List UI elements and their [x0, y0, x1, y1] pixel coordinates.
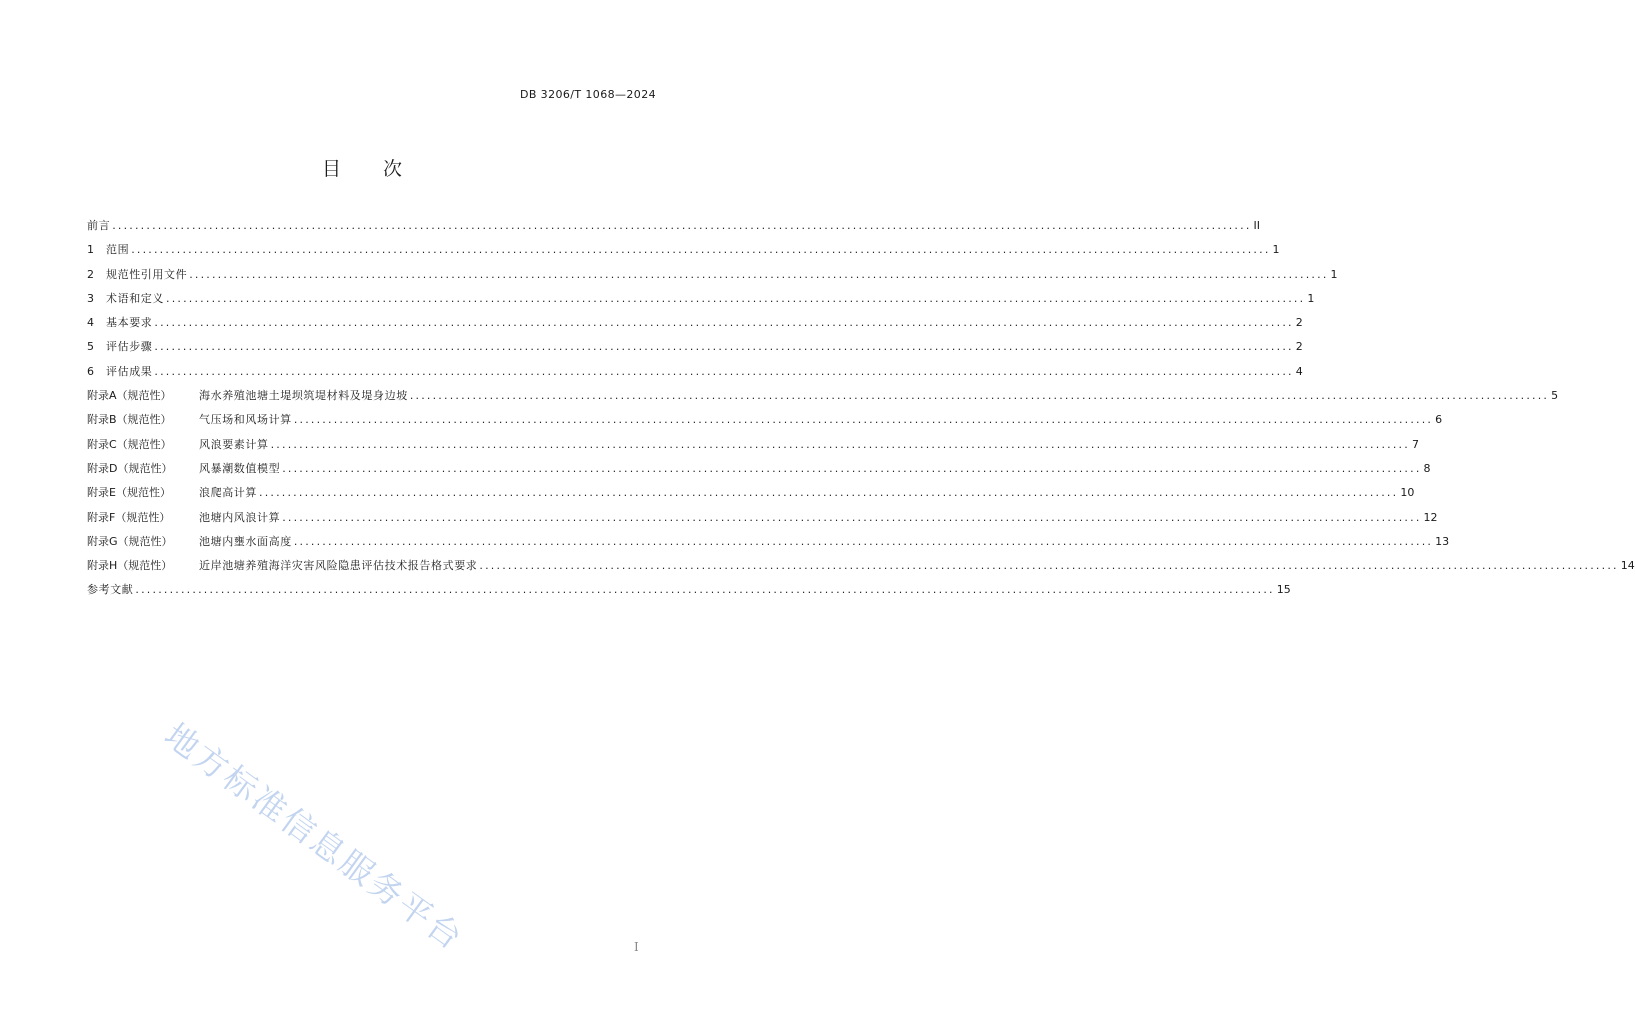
toc-entry-page: 1 [1272, 243, 1280, 257]
toc-dot-leader: ........................................................................................................................................................................................................ [479, 559, 1619, 573]
toc-entry-page: 12 [1423, 510, 1438, 524]
toc-entry-appendix: 附录H（规范性） [87, 559, 173, 573]
toc-dot-leader: ........................................................................................................................................................................................................ [189, 267, 1329, 281]
toc-entry-number: 2 [87, 267, 94, 281]
toc-entry[interactable] [87, 437, 1419, 461]
toc-entry[interactable] [87, 412, 1443, 436]
toc-entry-number: 6 [87, 364, 94, 378]
toc-dot-leader: ........................................................................................................................................................................................................ [293, 413, 1434, 427]
toc-entry-appendix: 附录D（规范性） [87, 461, 173, 475]
toc-dot-leader: ........................................................................................................................................................................................................ [282, 461, 1422, 475]
page-title: 目 次 [321, 158, 421, 180]
toc-entry-label: 风暴潮数值模型 [199, 461, 281, 475]
toc-entry-label: 范围 [106, 243, 130, 257]
toc-entry[interactable] [87, 242, 1280, 266]
toc-entry[interactable] [87, 510, 1438, 534]
toc-dot-leader: ........................................................................................................................................................................................................ [131, 243, 1271, 257]
toc-dot-leader: ........................................................................................................................................................................................................ [259, 486, 1399, 500]
toc-entry[interactable] [87, 364, 1303, 388]
toc-entry[interactable] [87, 267, 1338, 291]
toc-entry-page: 14 [1620, 559, 1635, 573]
toc-dot-leader: ........................................................................................................................................................................................................ [166, 291, 1306, 305]
toc-entry-label: 参考文献 [87, 583, 134, 597]
toc-entry[interactable] [87, 291, 1315, 315]
toc-dot-leader: ........................................................................................................................................................................................................ [154, 340, 1294, 354]
toc-entry-label: 评估成果 [106, 364, 153, 378]
toc-entry-label: 气压场和风场计算 [199, 413, 292, 427]
toc-entry-label: 池塘内壅水面高度 [199, 534, 292, 548]
toc-dot-leader: ........................................................................................................................................................................................................ [135, 583, 1275, 597]
toc-entry[interactable] [87, 534, 1450, 558]
toc-entry-label: 池塘内风浪计算 [199, 510, 281, 524]
toc-entry-label: 规范性引用文件 [106, 267, 188, 281]
toc-entry[interactable] [87, 582, 1291, 606]
toc-entry[interactable] [87, 485, 1415, 509]
toc-entry-label: 海水养殖池塘土堤坝筑堤材料及堤身边坡 [199, 389, 408, 403]
toc-dot-leader: ........................................................................................................................................................................................................ [270, 437, 1410, 451]
toc-entry-page: 1 [1307, 291, 1315, 305]
toc-entry-number: 3 [87, 291, 94, 305]
toc-entry-page: 6 [1435, 413, 1443, 427]
toc-entry-page: 1 [1330, 267, 1338, 281]
table-of-contents [87, 218, 1635, 607]
toc-entry-page: 2 [1295, 316, 1303, 330]
toc-entry-label: 基本要求 [106, 316, 153, 330]
toc-entry-appendix: 附录A（规范性） [87, 389, 172, 403]
toc-entry-page: 8 [1423, 461, 1431, 475]
document-code: DB 3206/T 1068—2024 [519, 88, 656, 101]
toc-entry[interactable] [87, 558, 1635, 582]
watermark: 地方标准信息服务平台 [157, 715, 472, 959]
toc-entry-page: 13 [1435, 534, 1450, 548]
toc-entry-page: 7 [1411, 437, 1419, 451]
toc-dot-leader: ........................................................................................................................................................................................................ [293, 534, 1434, 548]
toc-entry[interactable] [87, 461, 1431, 485]
toc-entry[interactable] [87, 315, 1303, 339]
toc-dot-leader: ........................................................................................................................................................................................................ [112, 219, 1252, 232]
toc-entry[interactable] [87, 339, 1303, 363]
toc-entry-appendix: 附录E（规范性） [87, 486, 171, 500]
toc-dot-leader: ........................................................................................................................................................................................................ [282, 510, 1422, 524]
page-number: I [634, 940, 639, 954]
toc-entry[interactable] [87, 218, 1261, 242]
toc-entry-page: 10 [1400, 486, 1415, 500]
toc-entry-page: 4 [1295, 364, 1303, 378]
toc-dot-leader: ........................................................................................................................................................................................................ [154, 316, 1294, 330]
toc-entry-label: 评估步骤 [106, 340, 153, 354]
toc-entry-appendix: 附录G（规范性） [87, 534, 173, 548]
toc-entry-number: 4 [87, 316, 94, 330]
toc-entry-number: 5 [87, 340, 94, 354]
toc-entry[interactable] [87, 388, 1559, 412]
toc-entry-appendix: 附录F（规范性） [87, 510, 171, 524]
toc-entry-label: 浪爬高计算 [199, 486, 257, 500]
toc-entry-number: 1 [87, 243, 94, 257]
toc-entry-page: 2 [1295, 340, 1303, 354]
toc-entry-page: II [1253, 219, 1261, 232]
toc-entry-page: 5 [1551, 389, 1559, 403]
toc-entry-label: 风浪要素计算 [199, 437, 269, 451]
toc-entry-label: 近岸池塘养殖海洋灾害风险隐患评估技术报告格式要求 [199, 559, 478, 573]
toc-entry-label: 术语和定义 [106, 291, 164, 305]
toc-entry-appendix: 附录B（规范性） [87, 413, 172, 427]
toc-entry-page: 15 [1276, 583, 1291, 597]
toc-dot-leader: ........................................................................................................................................................................................................ [154, 364, 1294, 378]
toc-entry-label: 前言 [87, 219, 111, 232]
toc-entry-appendix: 附录C（规范性） [87, 437, 172, 451]
toc-dot-leader: ........................................................................................................................................................................................................ [409, 389, 1550, 403]
